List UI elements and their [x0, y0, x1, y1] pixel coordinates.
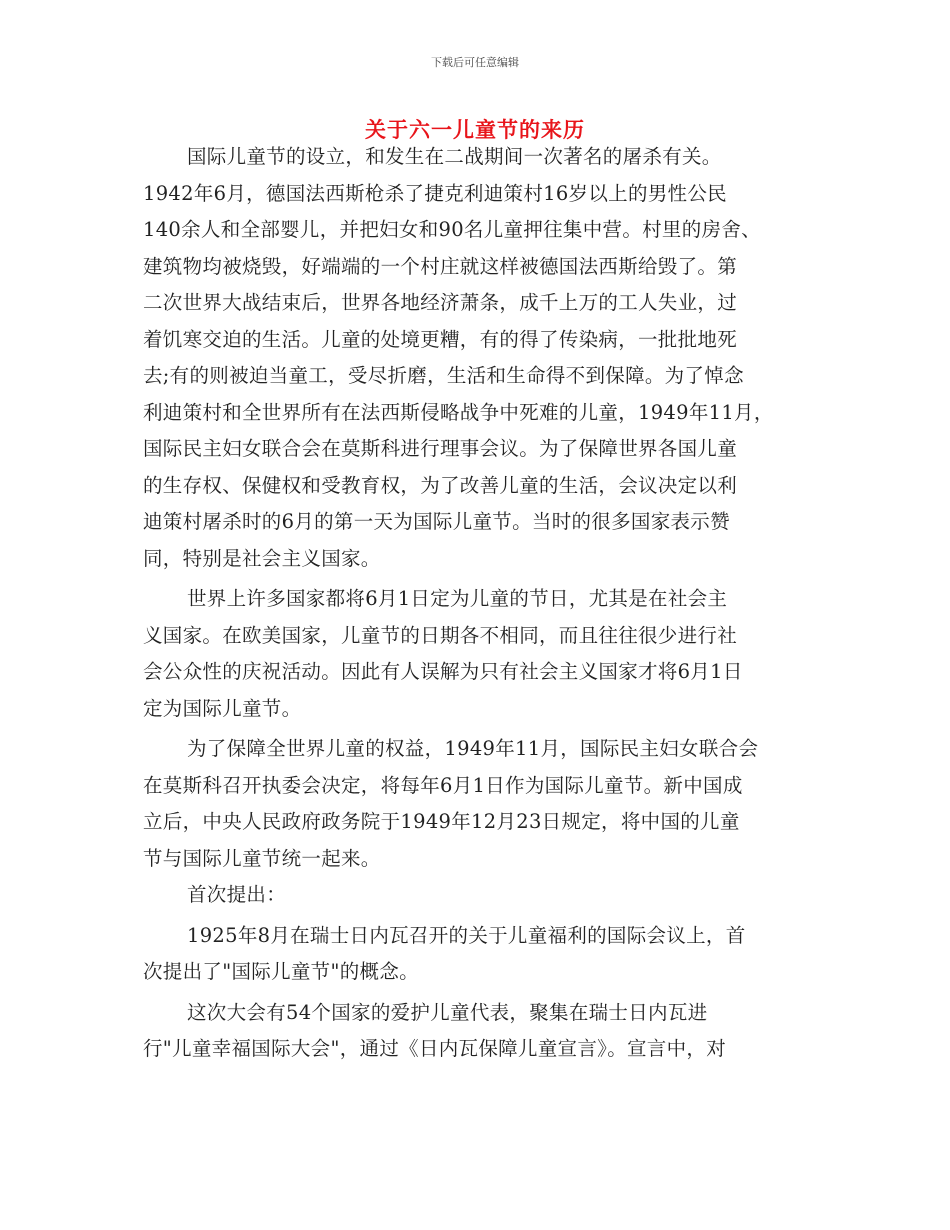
paragraph-line: 国际儿童节的设立，和发生在二战期间一次著名的屠杀有关。	[187, 145, 722, 168]
paragraph-line: 定为国际儿童节。	[143, 696, 302, 720]
paragraph-line: 立后，中央人民政府政务院于1949年12月23日规定，将中国的儿童	[143, 810, 740, 833]
paragraph-line: 国际民主妇女联合会在莫斯科进行理事会议。为了保障世界各国儿童	[143, 437, 738, 460]
paragraph-line: 去;有的则被迫当童工，受尽折磨，生活和生命得不到保障。为了悼念	[143, 364, 744, 387]
paragraph-line: 迪策村屠杀时的6月的第一天为国际儿童节。当时的很多国家表示赞	[143, 510, 730, 533]
paragraph-line: 义国家。在欧美国家，儿童节的日期各不相同，而且往往很少进行社	[143, 623, 738, 647]
document-body	[143, 139, 815, 1068]
paragraph-line: 140余人和全部婴儿，并把妇女和90名儿童押往集中营。村里的房舍、	[143, 218, 761, 241]
paragraph-line: 世界上许多国家都将6月1日定为儿童的节日，尤其是在社会主	[187, 587, 728, 610]
paragraph-line: 1942年6月，德国法西斯枪杀了捷克利迪策村16岁以上的男性公民	[143, 181, 727, 205]
document-title: 关于六一儿童节的来历	[365, 118, 585, 142]
paragraph-line: 利迪策村和全世界所有在法西斯侵略战争中死难的儿童，1949年11月，	[143, 400, 774, 424]
paragraph-line: 同，特别是社会主义国家。	[143, 546, 381, 570]
paragraph-line: 首次提出：	[187, 883, 287, 906]
page-header: 下载后可任意编辑	[431, 56, 519, 69]
paragraph-line: 为了保障全世界儿童的权益，1949年11月，国际民主妇女联合会	[187, 737, 759, 760]
paragraph-line: 次提出了"国际儿童节"的概念。	[143, 960, 419, 983]
paragraph-line: 节与国际儿童节统一起来。	[143, 846, 381, 870]
paragraph-line: 会公众性的庆祝活动。因此有人误解为只有社会主义国家才将6月1日	[143, 660, 743, 683]
paragraph-line: 1925年8月在瑞士日内瓦召开的关于儿童福利的国际会议上，首	[187, 923, 746, 947]
paragraph-line: 这次大会有54个国家的爱护儿童代表，聚集在瑞士日内瓦进	[187, 1000, 708, 1024]
paragraph-line: 的生存权、保健权和受教育权，为了改善儿童的生活，会议决定以利	[143, 473, 738, 497]
paragraph-line: 着饥寒交迫的生活。儿童的处境更糟，有的得了传染病，一批批地死	[143, 327, 738, 351]
paragraph-line: 二次世界大战结束后，世界各地经济萧条，成千上万的工人失业，过	[143, 291, 738, 314]
paragraph-line: 在莫斯科召开执委会决定，将每年6月1日作为国际儿童节。新中国成	[143, 773, 743, 797]
paragraph-line: 行"儿童幸福国际大会"，通过《日内瓦保障儿童宣言》。宣言中，对	[143, 1037, 726, 1060]
paragraph-line: 建筑物均被烧毁，好端端的一个村庄就这样被德国法西斯给毁了。第	[143, 254, 738, 278]
